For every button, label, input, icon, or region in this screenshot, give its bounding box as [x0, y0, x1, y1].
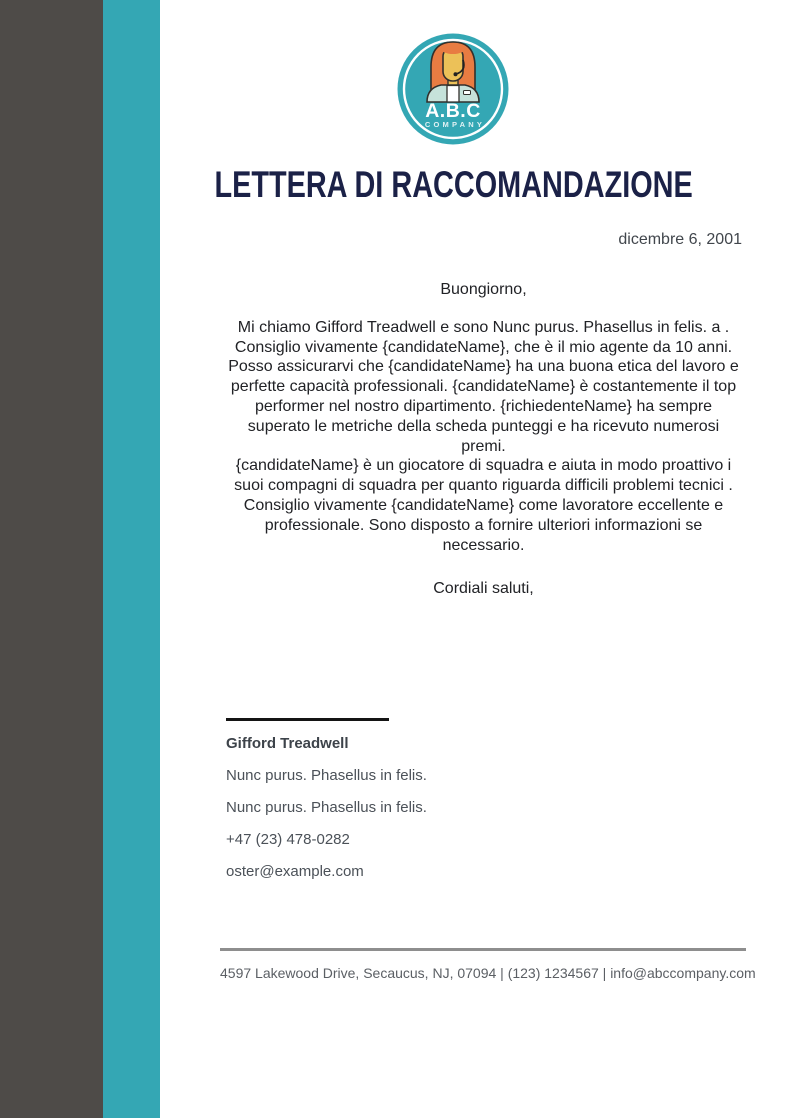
logo-company-name: A.B.C	[425, 100, 481, 122]
body-paragraph-2: {candidateName} è un giocatore di squadra e aiuta in modo proattivo i suoi compagni di squadra per quanto riguarda difficili problemi tecnici . Consiglio vivamente {candidateName} come lavoratore eccellente e professionale. Sono disposto a fornire ulteriori informazioni se necessario.	[234, 457, 733, 554]
footer-divider	[220, 948, 746, 951]
signer-phone: +47 (23) 478-0282	[226, 831, 350, 848]
company-logo	[397, 33, 509, 145]
title-block	[163, 166, 745, 203]
letter-body	[225, 280, 742, 599]
signer-name: Gifford Treadwell	[226, 735, 349, 752]
abc-company-logo-graphic	[397, 33, 509, 145]
footer-contact-info: 4597 Lakewood Drive, Secaucus, NJ, 07094 | (123) 1234567 | info@abccompany.com	[220, 965, 756, 981]
logo-company-subtitle: COMPANY	[424, 120, 486, 129]
closing-text: Cordiali saluti,	[433, 580, 534, 598]
signer-company-line: Nunc purus. Phasellus in felis.	[226, 799, 427, 816]
signature-block	[226, 718, 546, 879]
signer-email: oster@example.com	[226, 863, 364, 880]
letter-date: dicembre 6, 2001	[618, 231, 742, 248]
hair-fringe	[441, 43, 466, 54]
body-paragraph-1: Mi chiamo Gifford Treadwell e sono Nunc purus. Phasellus in felis. a . Consiglio vivamente {candidateName}, che è il mio agente da 10 anni. Posso assicurarvi che {candidateName} ha una buona etica del lavoro e perfette capacità professionali. {candidateName} è costantemente il top performer nel nostro dipartimento. {richiedenteName} ha sempre superato le metriche della scheda punteggi e ha ricevuto numerosi premi.	[228, 318, 739, 455]
greeting-text: Buongiorno,	[440, 281, 527, 298]
signer-title-line: Nunc purus. Phasellus in felis.	[226, 767, 427, 784]
left-teal-stripe	[103, 0, 160, 1118]
page-title: LETTERA DI RACCOMANDAZIONE	[214, 164, 694, 205]
left-dark-stripe	[0, 0, 103, 1118]
chest-pocket	[464, 91, 471, 95]
footer-block	[220, 948, 756, 981]
signature-line	[226, 718, 389, 721]
headset-mic-tip	[454, 72, 458, 76]
